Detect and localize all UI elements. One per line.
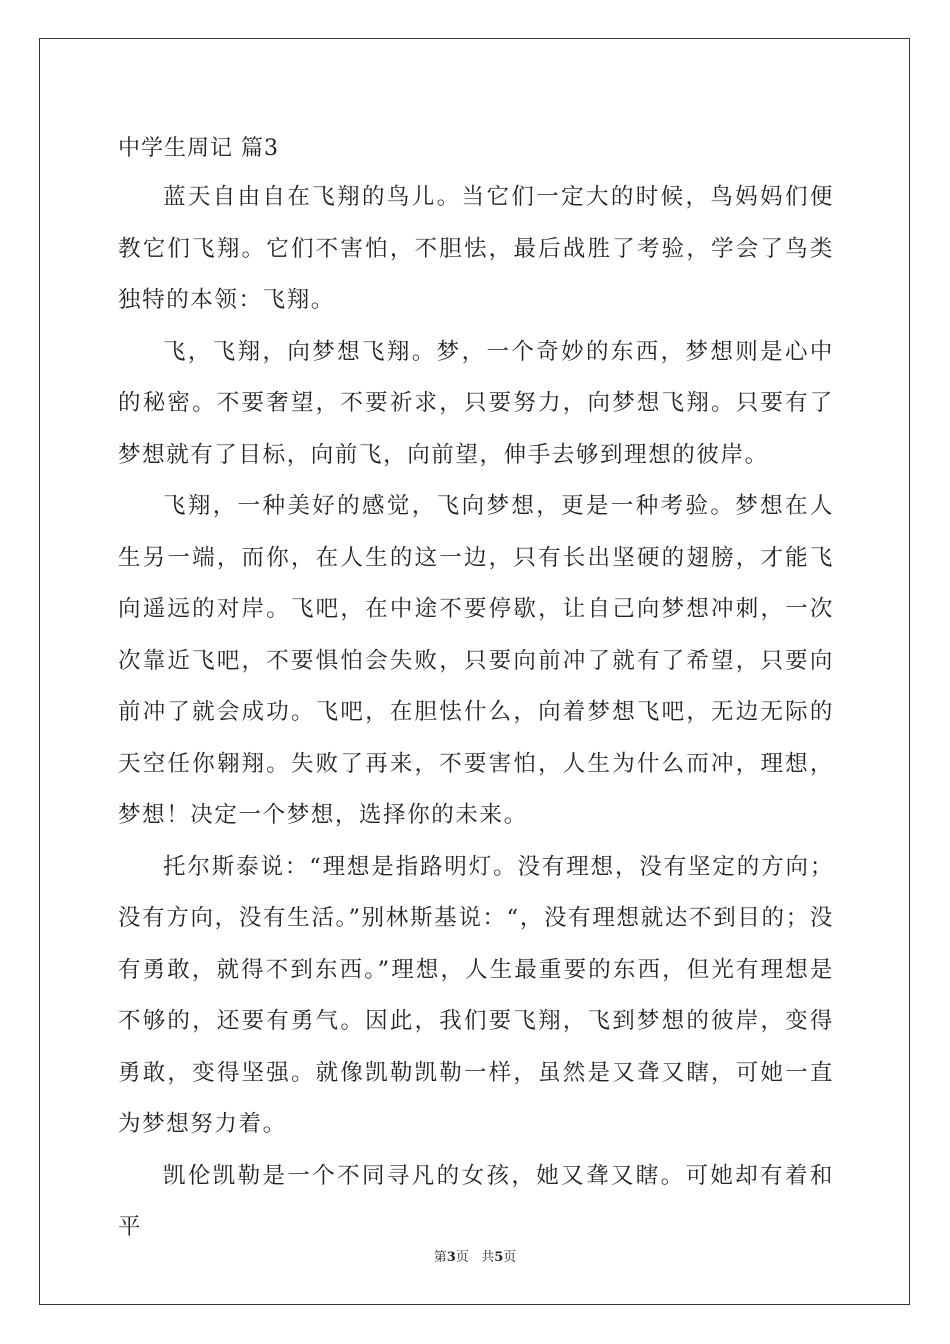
paragraph-1: 蓝天自由自在飞翔的鸟儿。当它们一定大的时候，鸟妈妈们便教它们飞翔。它们不害怕，不胆怯，最后战胜了考验，学会了鸟类独特的本领：飞翔。 <box>118 184 834 313</box>
paragraph-5: 凯伦凯勒是一个不同寻凡的女孩，她又聋又瞎。可她却有着和平 <box>118 1162 834 1240</box>
total-suffix: 页 <box>503 1250 517 1265</box>
paragraph-3: 飞翔，一种美好的感觉，飞向梦想，更是一种考验。梦想在人生另一端，而你，在人生的这一边，只有长出坚硬的翅膀，才能飞向遥远的对岸。飞吧，在中途不要停歇，让自己向梦想冲刺，一次次靠近飞吧，不要惧怕会失败，只要向前冲了就有了希望，只要向前冲了就会成功。飞吧，在胆怯什么，向着梦想飞吧，无边无际的天空任你翱翔。失败了再来，不要害怕，人生为什么而冲，理想，梦想！决定一个梦想，选择你的未来。 <box>118 493 834 828</box>
paragraph-4: 托尔斯泰说：“理想是指路明灯。没有理想，没有坚定的方向；没有方向，没有生活。”别林斯基说：“，没有理想就达不到目的；没有勇敢，就得不到东西。”理想，人生最重要的东西，但光有理想是不够的，还要有勇气。因此，我们要飞翔，飞到梦想的彼岸，变得勇敢，变得坚强。就像凯勒凯勒一样，虽然是又聋又瞎，可她一直为梦想努力着。 <box>118 853 834 1137</box>
page-footer <box>0 1246 950 1265</box>
page-suffix: 页 <box>455 1250 469 1265</box>
paragraph-2: 飞，飞翔，向梦想飞翔。梦，一个奇妙的东西，梦想则是心中的秘密。不要奢望，不要祈求，只要努力，向梦想飞翔。只要有了梦想就有了目标，向前飞，向前望，伸手去够到理想的彼岸。 <box>118 338 834 468</box>
total-prefix: 共 <box>481 1250 495 1265</box>
current-page-number: 3 <box>446 1250 456 1265</box>
document-body <box>118 126 834 1254</box>
document-title: 中学生周记 篇3 <box>118 136 279 161</box>
total-pages-number: 5 <box>494 1250 504 1265</box>
page-prefix: 第 <box>433 1250 447 1265</box>
